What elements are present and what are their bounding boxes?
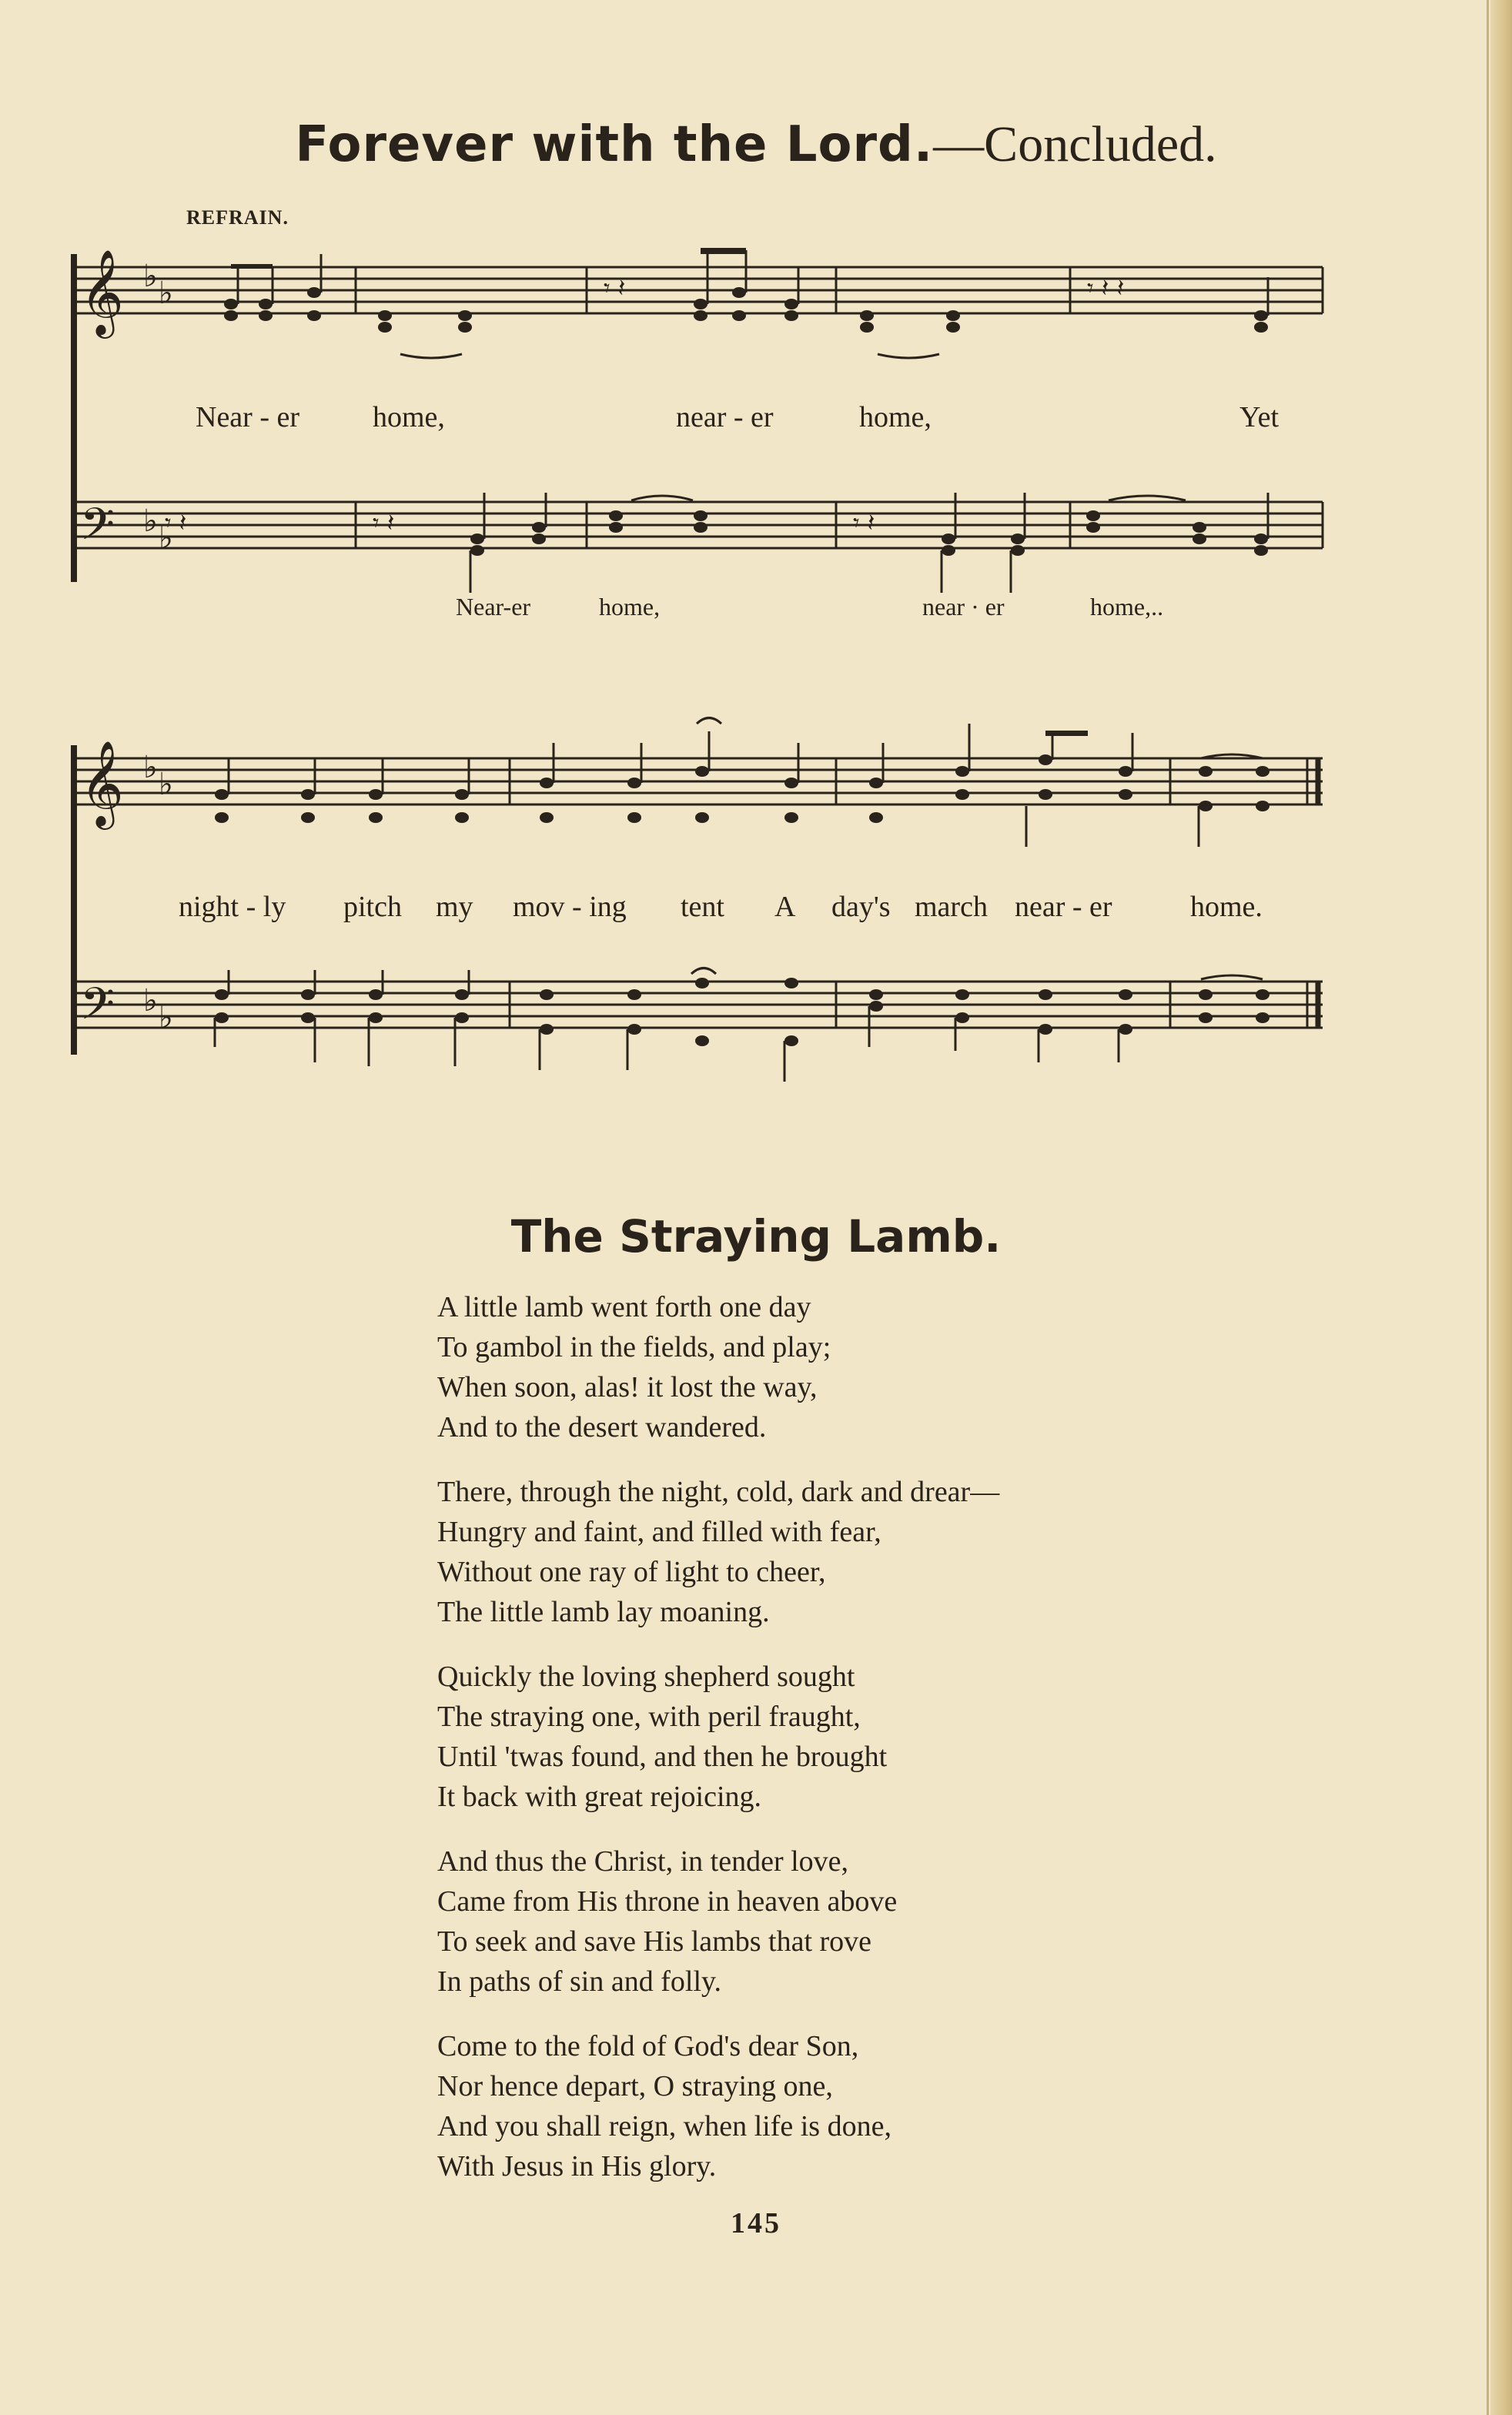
- lyric-word: march: [915, 891, 988, 923]
- svg-text:𝄾 𝄽: 𝄾 𝄽: [853, 508, 875, 537]
- ties-treble-1: [400, 354, 939, 358]
- flat-icon: ♭: [143, 503, 158, 539]
- lyric-word: mov - ing: [513, 891, 627, 923]
- stanza: [437, 1472, 999, 1632]
- poem-line: A little lamb went forth one day: [437, 1291, 811, 1323]
- lyric-word: Near - er: [196, 401, 300, 433]
- lyric-word: home,: [859, 401, 932, 433]
- poem-line: Quickly the loving shepherd sought: [437, 1661, 855, 1693]
- poem-title: The Straying Lamb.: [510, 1210, 1002, 1263]
- poem-body: [437, 1287, 999, 2211]
- flat-icon: ♭: [159, 276, 173, 311]
- music-score: [0, 0, 1512, 1155]
- svg-text:𝄾 𝄽: 𝄾 𝄽: [165, 508, 187, 537]
- poem-line: Came from His throne in heaven above: [437, 1885, 898, 1918]
- poem-line: And you shall reign, when life is done,: [437, 2110, 891, 2142]
- lyric-word: near · er: [922, 593, 1005, 620]
- ties-bass-1: [631, 496, 1186, 500]
- lyric-word: day's: [831, 891, 891, 923]
- stanza: [437, 2026, 999, 2186]
- poem-line: The little lamb lay moaning.: [437, 1596, 770, 1628]
- fermata-bass-2: [691, 968, 1263, 980]
- lyric-word: home,: [373, 401, 445, 433]
- lyric-word: A: [774, 891, 796, 923]
- flat-icon: ♭: [143, 983, 158, 1019]
- fermata-treble-2: [697, 718, 1263, 759]
- staff-treble-2: [77, 758, 1323, 804]
- flat-icon: ♭: [159, 767, 173, 802]
- poem-line: In paths of sin and folly.: [437, 1965, 722, 1998]
- treble-clef-icon: 𝄞: [80, 740, 124, 826]
- flat-icon: ♭: [159, 1000, 173, 1035]
- poem-line: Without one ray of light to cheer,: [437, 1556, 826, 1588]
- notes-bass-2: [215, 978, 1269, 1046]
- treble-clef-icon: 𝄞: [80, 249, 124, 335]
- lyric-word: night - ly: [179, 891, 286, 923]
- poem-line: When soon, alas! it lost the way,: [437, 1371, 818, 1403]
- notes-treble-2: [215, 754, 1269, 823]
- poem-line: There, through the night, cold, dark and drear—: [437, 1476, 1000, 1508]
- staff-bass-2: [77, 982, 1323, 1028]
- poem-line: The straying one, with peril fraught,: [437, 1701, 861, 1733]
- flat-icon: ♭: [159, 520, 173, 556]
- refrain-label: REFRAIN.: [186, 206, 289, 229]
- stanza: [437, 1657, 999, 1817]
- poem-line: And thus the Christ, in tender love,: [437, 1845, 849, 1878]
- poem-line: And to the desert wandered.: [437, 1411, 767, 1443]
- poem-line: Until 'twas found, and then he brought: [437, 1741, 888, 1773]
- poem-line: With Jesus in His glory.: [437, 2150, 717, 2183]
- lyric-word: Yet: [1239, 401, 1280, 433]
- lyric-word: near - er: [676, 401, 774, 433]
- lyric-word: my: [436, 891, 473, 923]
- stems-bass-2: [215, 970, 1119, 1082]
- lyric-word: home,: [599, 593, 661, 620]
- lyric-word: pitch: [343, 891, 402, 923]
- bass-clef-icon: 𝄢: [80, 498, 115, 561]
- poem-line: Hungry and faint, and filled with fear,: [437, 1516, 881, 1548]
- page-number: 145: [731, 2207, 781, 2239]
- flat-icon: ♭: [143, 750, 158, 785]
- song-title-main: Forever with the Lord.: [295, 116, 934, 173]
- stanza: [437, 1287, 999, 1447]
- svg-text:𝄾 𝄽: 𝄾 𝄽: [373, 508, 395, 537]
- song-title-suffix: —Concluded.: [933, 116, 1217, 172]
- poem-line: Nor hence depart, O straying one,: [437, 2070, 833, 2102]
- stanza: [437, 1841, 999, 2002]
- lyric-word: Near-er: [456, 593, 531, 620]
- stems-treble-2: [229, 724, 1199, 847]
- beams-treble-2: [1045, 731, 1088, 736]
- bass-clef-icon: 𝄢: [80, 978, 115, 1041]
- lyric-word: home.: [1190, 891, 1263, 923]
- beams-treble-1: [231, 248, 746, 269]
- flat-icon: ♭: [143, 259, 158, 294]
- poem-line: It back with great rejoicing.: [437, 1781, 762, 1813]
- svg-text:𝄾 𝄽 𝄽: 𝄾 𝄽 𝄽: [1087, 273, 1125, 303]
- poem-line: To seek and save His lambs that rove: [437, 1925, 872, 1958]
- poem-line: Come to the fold of God's dear Son,: [437, 2030, 859, 2062]
- lyric-word: near - er: [1015, 891, 1112, 923]
- svg-text:𝄾 𝄽: 𝄾 𝄽: [604, 273, 626, 303]
- lyric-word: home,..: [1090, 593, 1164, 620]
- poem-line: To gambol in the fields, and play;: [437, 1331, 831, 1363]
- lyric-word: tent: [681, 891, 724, 923]
